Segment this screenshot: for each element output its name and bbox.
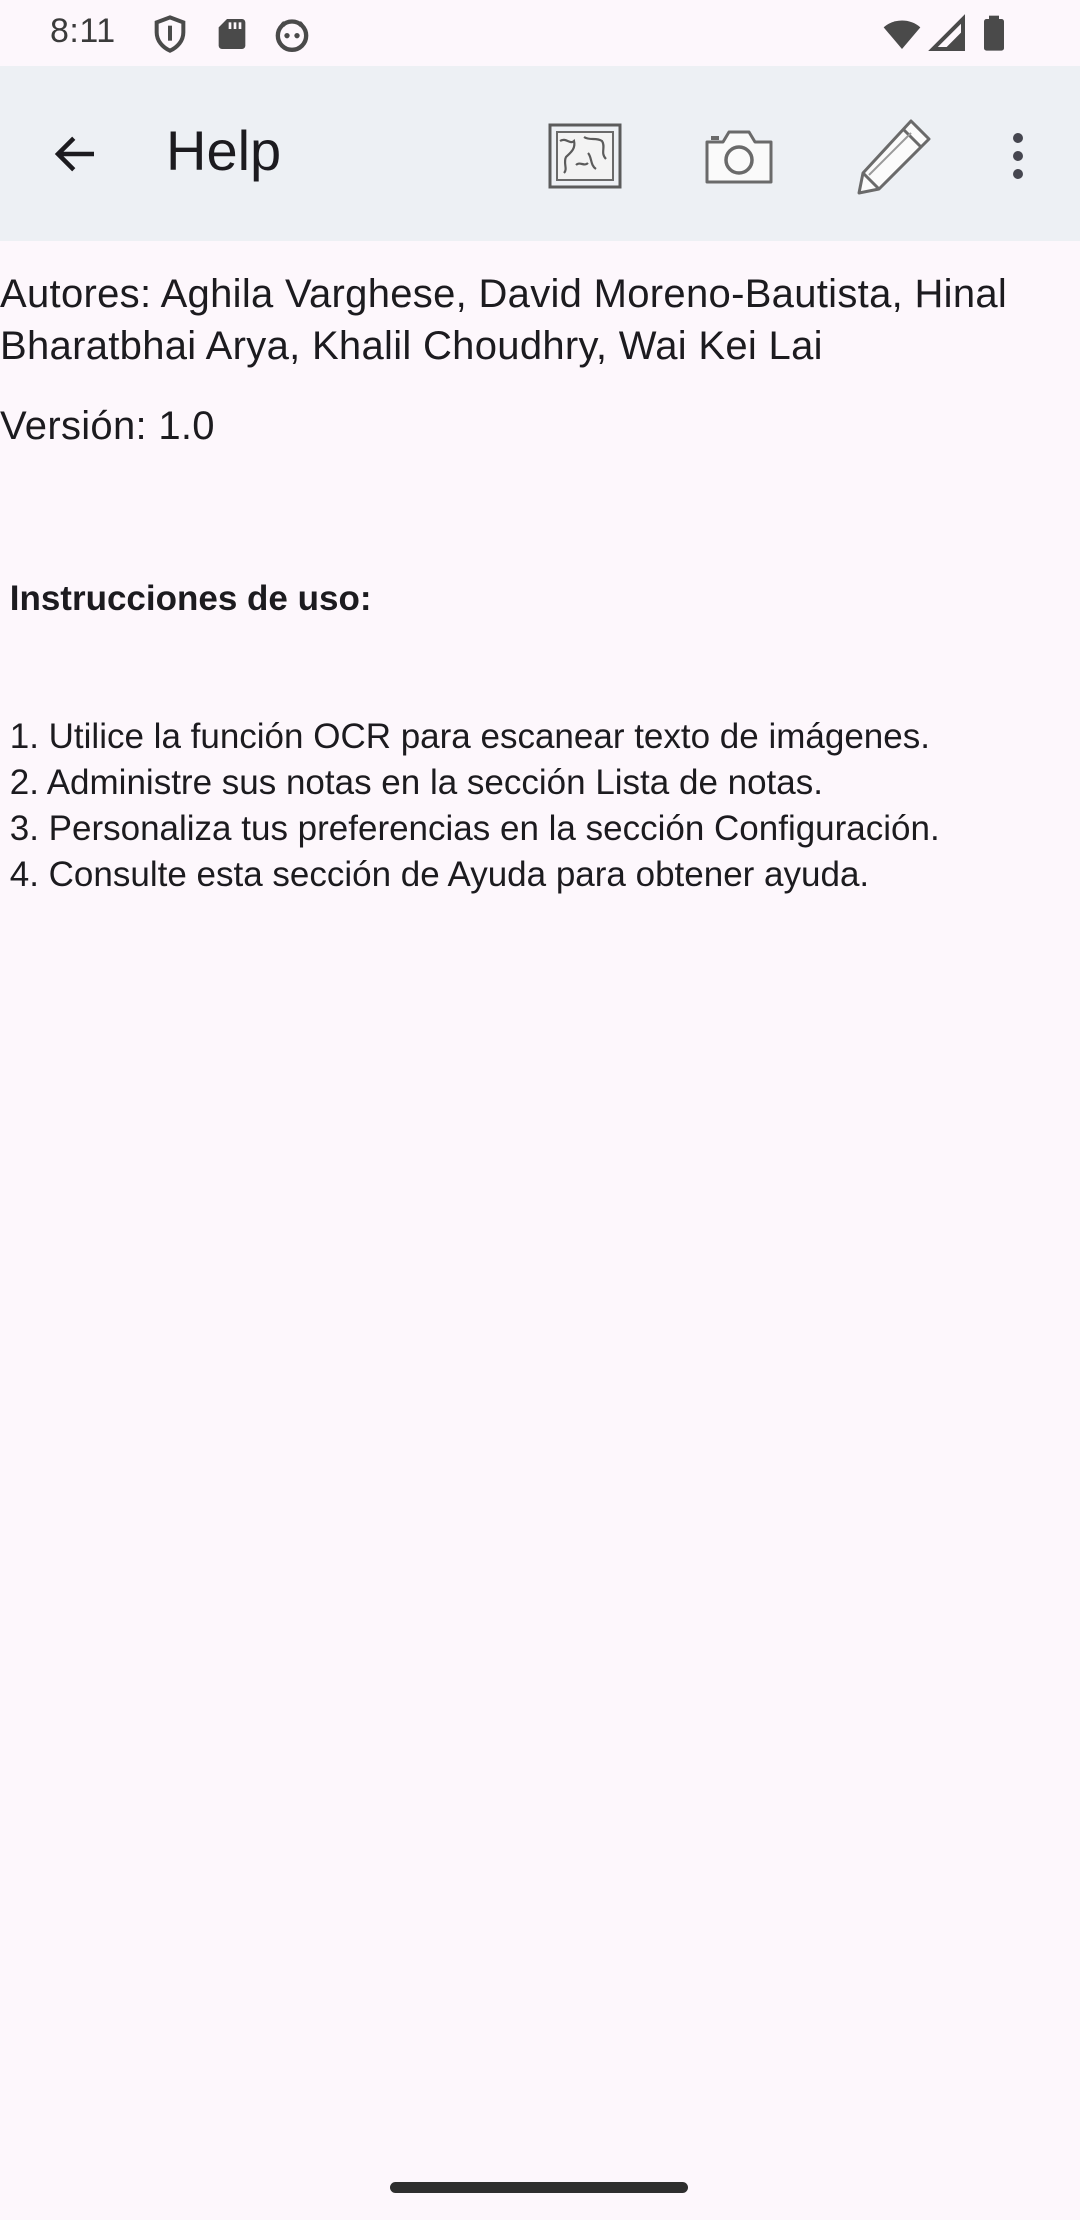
more-options-button[interactable] (988, 118, 1048, 194)
arrow-back-icon (49, 127, 103, 181)
edit-button[interactable] (846, 112, 940, 202)
status-time: 8:11 (50, 12, 116, 50)
app-bar (0, 66, 1080, 241)
android-debug-icon (272, 14, 312, 54)
gesture-nav-handle[interactable] (390, 2182, 688, 2193)
battery-icon (974, 14, 1014, 54)
camera-icon (703, 126, 775, 186)
pencil-icon (851, 115, 935, 199)
more-vert-icon (1008, 131, 1028, 181)
instructions-body: 1. Utilice la función OCR para escanear texto de imágenes. 2. Administre sus notas en la sección Lista de notas. 3. Personaliza tus preferencias en la sección Configuración. 4. Consulte esta sección de Ayuda para obtener ayuda. (9, 717, 940, 894)
camera-button[interactable] (694, 118, 784, 194)
gallery-button[interactable] (540, 118, 630, 194)
status-bar (0, 0, 1080, 66)
shield-icon (150, 14, 190, 54)
authors-text: Autores: Aghila Varghese, David Moreno-Bautista, Hinal Bharatbhai Arya, Khalil Choudhry, Wai Kei Lai (0, 272, 1008, 368)
version-text: Versión: 1.0 (0, 404, 215, 448)
signal-icon (928, 14, 968, 54)
sd-card-icon (212, 14, 252, 54)
page-title: Help (166, 119, 282, 182)
gallery-icon (548, 123, 622, 189)
wifi-icon (880, 14, 924, 54)
instructions-heading: Instrucciones de uso: (0, 579, 372, 618)
instructions-block (0, 484, 1078, 944)
back-button[interactable] (34, 112, 118, 196)
